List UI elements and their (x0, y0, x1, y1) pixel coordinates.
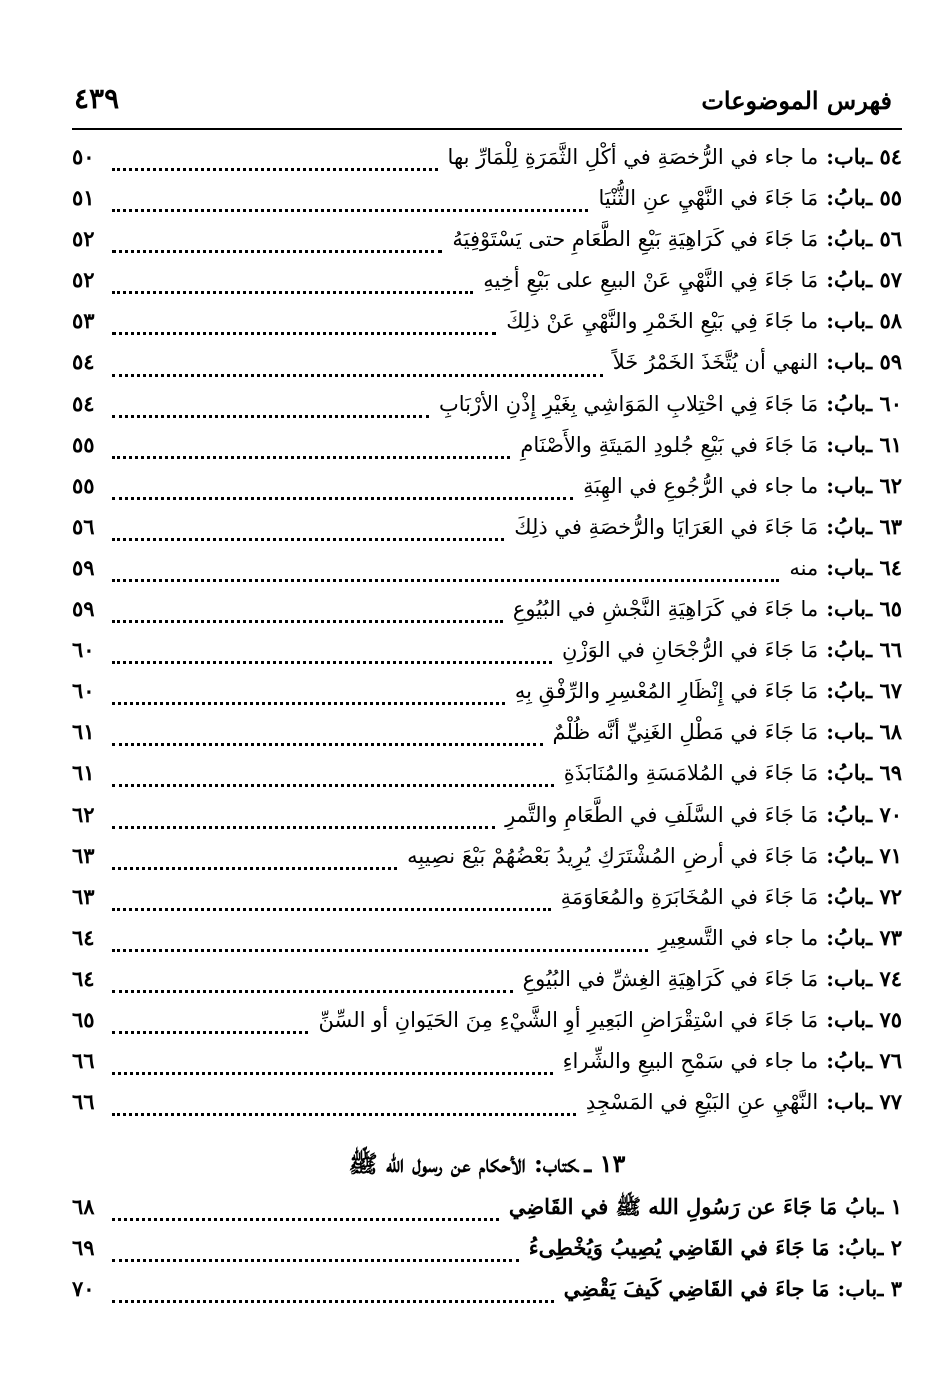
entry-label: بابُ (845, 1194, 878, 1220)
entry-label: بابُ: (826, 1048, 866, 1074)
entry-label: بابُ: (826, 842, 866, 868)
toc-entry (72, 1048, 902, 1089)
dot-leader (112, 1259, 519, 1262)
entry-title: ما جاء في سَمْحِ البيعِ والشِّراءِ (562, 1049, 819, 1074)
entry-page: ٦٦ (72, 1089, 95, 1115)
entry-number: ٧٠ ـ (865, 801, 902, 827)
entry-page: ٦٥ (72, 1006, 95, 1032)
entry-number: ٧٥ ـ (865, 1006, 902, 1032)
entry-title: النَّهْيِ عنِ البَيْعِ في المَسْجِدِ (585, 1090, 819, 1115)
entry-title: مَا جَاءَ في إِنْظَارِ المُعْسِرِ والرِّفْقِ بِهِ (514, 679, 819, 704)
entry-title: مَا جَاءَ عن رَسُولِ الله ﷺ في القَاضِي (508, 1194, 838, 1220)
toc-entry (72, 637, 902, 678)
toc-entry (72, 719, 902, 760)
entry-number: ٦١ ـ (865, 431, 902, 457)
entry-number: ٦٢ ـ (865, 472, 902, 498)
entry-title: مَا جَاءَ في السَّلَفِ في الطَّعَامِ والتَّمرِ (505, 802, 819, 827)
entry-page: ٦٠ (72, 678, 95, 704)
dot-leader (112, 209, 588, 212)
entry-number: ٣ ـ (877, 1276, 902, 1302)
entry-number: ٧٦ ـ (865, 1048, 902, 1074)
entry-page: ٥٩ (72, 596, 95, 622)
dot-leader (112, 826, 495, 829)
entry-label: بابُ: (826, 390, 866, 416)
dot-leader (112, 908, 551, 911)
entry-label: بابُ: (826, 678, 866, 704)
chapter-heading (72, 1134, 902, 1192)
toc-entry (72, 349, 902, 390)
dot-leader (112, 620, 503, 623)
dot-leader (112, 784, 554, 787)
dot-leader (112, 168, 438, 171)
entry-title: مَا جَاءَ في كَرَاهِيَةِ الغِشِّ في البُيُوعِ (522, 966, 819, 991)
entry-page: ٥٣ (72, 308, 95, 334)
toc-entry (72, 678, 902, 719)
entry-title: مَا جَاءَ في كَرَاهِيَةِ بَيْعِ الطَّعَامِ حتى يَسْتَوْفِيَهُ (452, 227, 819, 252)
entry-page: ٦١ (72, 760, 95, 786)
dot-leader (112, 1218, 499, 1221)
toc-entry (72, 884, 902, 925)
entry-number: ٦٩ ـ (865, 760, 902, 786)
dot-leader (112, 1300, 554, 1303)
document-page (72, 78, 902, 1318)
toc-entry (72, 596, 902, 637)
entry-page: ٦٢ (72, 801, 95, 827)
dot-leader (112, 332, 496, 335)
entry-label: بابُ: (826, 760, 866, 786)
entry-title: ما جاء في التَّسعِيرِ (658, 925, 819, 950)
entry-number: ٢ ـ (877, 1235, 902, 1261)
entry-number: ٥٦ ـ (865, 226, 902, 252)
entry-title: ما جَاءَ في كَرَاهِيَةِ النَّجْشِ في البُيُوعِ (512, 597, 819, 622)
entry-number: ٧١ ـ (865, 842, 902, 868)
entry-label: باب: (826, 144, 866, 169)
entry-page: ٦١ (72, 719, 95, 745)
toc-entry (72, 267, 902, 308)
entry-number: ٦٠ ـ (865, 390, 902, 416)
entry-page: ٥٤ (72, 349, 95, 375)
entry-label: باب: (826, 472, 866, 498)
entry-title: مَا جَاءَ في اسْتِقْرَاضِ البَعِيرِ أوِ الشَّيْءِ مِنَ الحَيَوانِ أو السِّنِّ (318, 1007, 819, 1032)
entry-number: ٧٢ ـ (865, 883, 902, 909)
chapter-number: ١٣ ـ (584, 1149, 626, 1179)
entry-title: مَا جَاءَ فِي احْتِلابِ المَوَاشِي بِغَيْرِ إِذْنِ الأرْبَابِ (438, 391, 819, 416)
entry-page: ٥٢ (72, 226, 95, 252)
dot-leader (112, 415, 429, 418)
entry-number: ٧٧ ـ (865, 1089, 902, 1115)
entry-title: مَا جَاءَ في المُلامَسَةِ والمُنَابَذَةِ (563, 761, 819, 786)
entry-title: ما جَاءَ فِي بَيْعِ الخَمْرِ والنَّهْيِ عَنْ ذلِكَ (506, 309, 819, 334)
entry-page: ٧٠ (72, 1276, 95, 1302)
dot-leader (112, 743, 543, 746)
entry-number: ٥٩ ـ (865, 349, 902, 375)
entry-label: بابُ: (826, 513, 866, 539)
entry-number: ٦٨ ـ (865, 719, 902, 745)
entry-page: ٦٠ (72, 637, 95, 663)
entry-title: مَا جَاءَ في النَّهْيِ عنِ الثُّنْيَا (598, 186, 819, 211)
entry-page: ٥٩ (72, 554, 95, 580)
entry-title: ما جاء في الرُّخصَةِ في أكْلِ الثَّمَرَةِ لِلْمَارِّ بها (447, 145, 819, 169)
entry-label: باب: (826, 349, 866, 375)
entry-label: بابُ: (826, 226, 866, 252)
entry-label: باب: (837, 1276, 878, 1302)
entry-label: بابُ: (837, 1235, 878, 1261)
entry-page: ٥٢ (72, 267, 95, 293)
entry-number: ٦٤ ـ (865, 554, 902, 580)
toc-entry (72, 1194, 902, 1235)
entry-number: ٦٧ ـ (865, 678, 902, 704)
dot-leader (112, 661, 552, 664)
toc-entry (72, 802, 902, 843)
entry-title: مَا جَاءَ في القَاضِي يُصِيبُ وَيُخْطِىءُ (528, 1235, 830, 1261)
dot-leader (112, 867, 397, 870)
entry-number: ٧٣ ـ (865, 924, 902, 950)
entry-number: ٥٨ ـ (865, 308, 902, 334)
toc-entry (72, 1089, 902, 1130)
entry-label: باب: (826, 596, 866, 622)
entry-number: ٧٤ ـ (865, 965, 902, 991)
entry-label: باب: (826, 1089, 866, 1115)
entry-title: مَا جَاءَ في مَطْلِ الغَنِيِّ أنَّه ظُلْمٌ (552, 720, 819, 745)
toc-entry (72, 432, 902, 473)
toc-entry (72, 226, 902, 267)
dot-leader (112, 538, 504, 541)
dot-leader (112, 949, 648, 952)
dot-leader (112, 250, 442, 253)
entry-label: بابُ: (826, 883, 866, 909)
toc-entry (72, 144, 902, 185)
entry-title: مَا جَاءَ في أرضِ المُشْتَرَكِ يُرِيدُ بَعْضُهُمْ بَيْعَ نصِيبِه (407, 843, 819, 868)
toc-entry (72, 843, 902, 884)
entry-label: باب: (826, 965, 866, 991)
toc-entry (72, 760, 902, 801)
running-title: فهرس الموضوعات (701, 86, 892, 115)
entry-page: ٦٤ (72, 924, 95, 950)
chapter-toc-list (72, 1194, 902, 1317)
dot-leader (112, 990, 513, 993)
entry-page: ٦٦ (72, 1048, 95, 1074)
dot-leader (112, 497, 573, 500)
entry-label: بابُ: (826, 267, 866, 293)
dot-leader (112, 1031, 308, 1034)
entry-title: مَا جَاءَ فِي النَّهْيِ عَنْ البيعِ على بَيْعِ أخِيهِ (483, 268, 819, 293)
entry-page: ٦٩ (72, 1235, 95, 1261)
entry-label: باب: (826, 431, 866, 457)
dot-leader (112, 1113, 576, 1116)
toc-entry (72, 514, 902, 555)
entry-label: بابُ: (826, 801, 866, 827)
entry-page: ٥٦ (72, 513, 95, 539)
entry-page: ٥٠ (72, 144, 95, 169)
chapter-title: كتاب: الأحكام عن رسول الله ﷺ (348, 1149, 579, 1179)
dot-leader (112, 579, 779, 582)
entry-number: ٥٤ ـ (865, 144, 902, 169)
entry-number: ٦٦ ـ (865, 637, 902, 663)
page-number: ٤٣٩ (74, 82, 120, 115)
entry-page: ٥٤ (72, 390, 95, 416)
entry-title: النهي أن يُتَّخَذَ الخَمْرُ خَلاً (612, 350, 819, 375)
entry-title: مَا جَاءَ في العَرَايَا والرُّخصَةِ في ذلِكَ (514, 514, 819, 539)
entry-number: ٦٥ ـ (865, 596, 902, 622)
toc-entry (72, 925, 902, 966)
page-header (72, 78, 902, 130)
dot-leader (112, 456, 510, 459)
entry-page: ٥٥ (72, 472, 95, 498)
entry-title: منه (789, 555, 819, 580)
dot-leader (112, 374, 603, 377)
dot-leader (112, 702, 505, 705)
entry-label: بابُ: (826, 637, 866, 663)
entry-label: باب: (826, 554, 866, 580)
entry-page: ٦٨ (72, 1194, 95, 1220)
toc-entry (72, 185, 902, 226)
toc-entry (72, 308, 902, 349)
entry-label: باب: (826, 719, 866, 745)
toc-entry (72, 1276, 902, 1317)
entry-number: ٦٣ ـ (865, 513, 902, 539)
entry-page: ٥١ (72, 185, 95, 211)
entry-title: مَا جَاءَ في المُخَابَرَةِ والمُعَاوَمَةِ (560, 884, 819, 909)
entry-number: ٥٥ ـ (865, 185, 902, 211)
entry-page: ٦٤ (72, 965, 95, 991)
entry-page: ٦٣ (72, 883, 95, 909)
entry-number: ٥٧ ـ (865, 267, 902, 293)
entry-title: مَا جَاءَ في الرُّجْحَانِ في الوَزْنِ (562, 638, 819, 663)
entry-page: ٥٥ (72, 431, 95, 457)
toc-entry (72, 391, 902, 432)
entry-label: بابُ: (826, 185, 866, 211)
entry-label: باب: (826, 1006, 866, 1032)
entry-title: ما جاء في الرُّجُوعِ في الهِبَةِ (583, 473, 819, 498)
dot-leader (112, 291, 473, 294)
entry-label: بابُ: (826, 924, 866, 950)
toc-entry (72, 966, 902, 1007)
toc-entry (72, 1007, 902, 1048)
entry-title: مَا جَاءَ في بَيْعِ جُلودِ المَيتَةِ والأَصْنَامِ (520, 432, 819, 457)
entry-title: مَا جاءَ في القَاضِي كَيفَ يَقْضِي (563, 1276, 830, 1302)
toc-entry (72, 555, 902, 596)
entry-page: ٦٣ (72, 842, 95, 868)
entry-number: ١ ـ (877, 1194, 902, 1220)
toc-list (72, 144, 902, 1130)
dot-leader (112, 1072, 553, 1075)
toc-entry (72, 473, 902, 514)
entry-label: باب: (826, 308, 866, 334)
toc-entry (72, 1235, 902, 1276)
